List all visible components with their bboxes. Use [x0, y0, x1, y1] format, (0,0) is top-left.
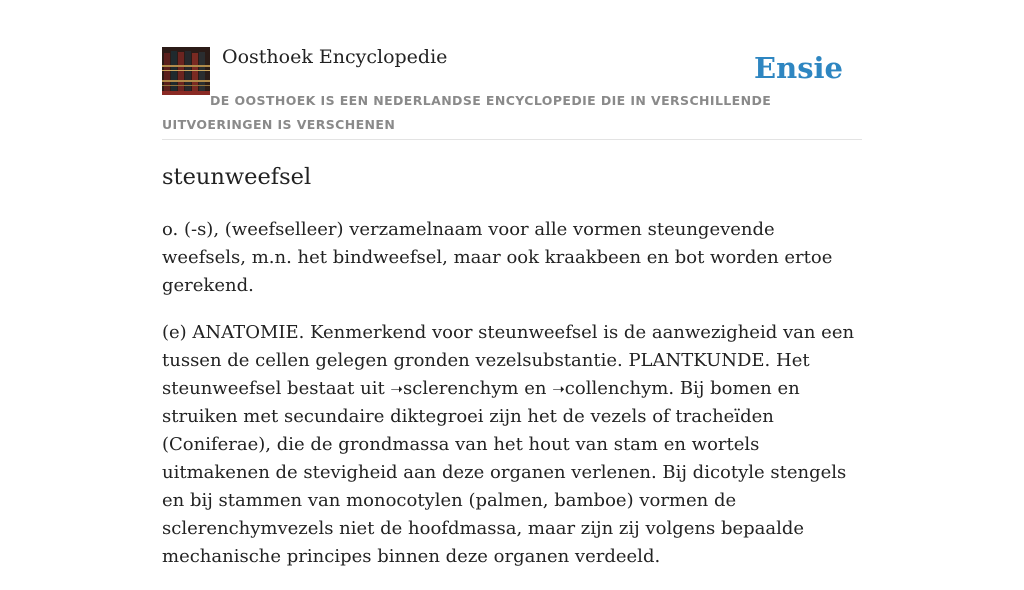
entry-paragraph-1: o. (-s), (weefselleer) verzamelnaam voor alle vormen steungevende weefsels, m.n. het bindweefsel, maar ook kraakbeen en bot worden ertoe gerekend. — [162, 219, 833, 296]
xref-collenchym-label: collenchym — [564, 378, 669, 399]
paragraph-2-text-c: . Bij bomen en struiken met secundaire diktegroei zijn het de vezels of tracheïden (Coniferae), die de grondmassa van het hout van stam en wortels uitmakenen de stevigheid aan deze organen verlenen. Bij dicotyle stengels en bij stammen van monocotylen (palmen, bamboe) vormen de sclerenchymvezels niet de hoofdmassa, maar zijn zij volgens bepaalde mechanische principes binnen deze organen verdeeld. — [162, 378, 847, 567]
site-tagline: DE OOSTHOEK IS EEN NEDERLANDSE ENCYCLOPEDIE DIE IN VERSCHILLENDE UITVOERINGEN IS VERSCHENEN — [162, 93, 772, 132]
site-title[interactable]: Oosthoek Encyclopedie — [222, 46, 448, 68]
paragraph-2-text-b: en — [518, 378, 553, 399]
xref-collenchym[interactable] — [552, 378, 668, 399]
site-header — [162, 0, 862, 140]
arrow-right-icon: ➝ — [552, 380, 565, 398]
paragraph-2-text-a: (e) ANATOMIE. Kenmerkend voor steunweefsel is de aanwezigheid van een tussen de cellen gelegen gronden vezelsubstantie. PLANTKUNDE. Het steunweefsel bestaat uit — [162, 322, 855, 399]
arrow-right-icon: ➝ — [390, 380, 403, 398]
xref-sclerenchym-label: sclerenchym — [403, 378, 519, 399]
entry-paragraph-2 — [162, 319, 862, 571]
entry-body — [162, 216, 862, 590]
xref-sclerenchym[interactable] — [390, 378, 518, 399]
entry-title: steunweefsel — [162, 164, 312, 190]
page — [162, 0, 862, 567]
books-avatar-icon[interactable] — [162, 47, 210, 95]
brand-logo[interactable]: Ensie — [754, 51, 843, 85]
